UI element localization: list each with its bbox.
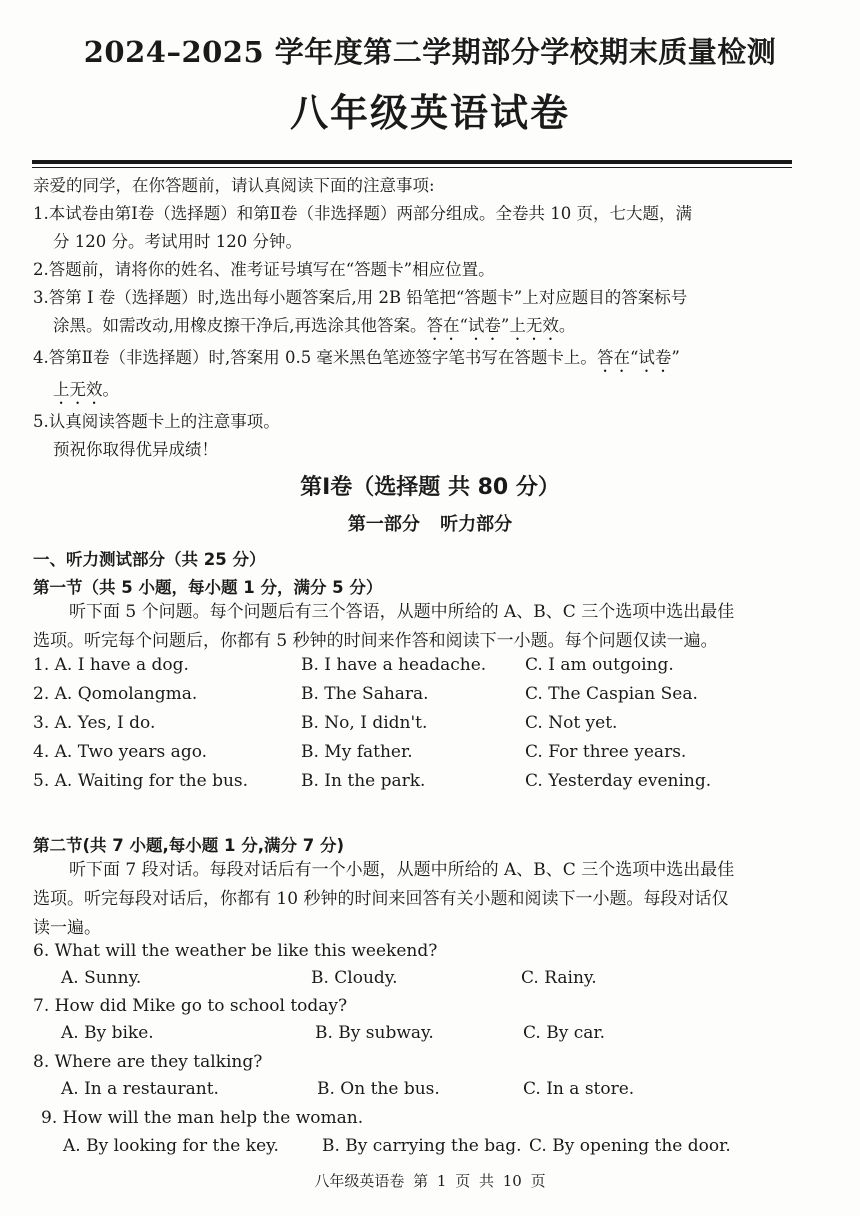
option-a: A. Sunny.: [61, 968, 142, 988]
question-3: [33, 713, 813, 741]
notice-wish: 预祝你取得优异成绩！: [53, 440, 218, 459]
exam-notice: [33, 172, 803, 464]
notice-item-1-cont: 分 120 分。考试用时 120 分钟。: [53, 232, 302, 251]
question-stem: 9. How will the man help the woman.: [41, 1108, 364, 1128]
option-b: B. My father.: [301, 742, 413, 762]
part2-instr-line-3: 读一遍。: [33, 918, 101, 938]
option-c: C. By car.: [523, 1023, 606, 1043]
option-a: 5. A. Waiting for the bus.: [33, 771, 249, 791]
question-stem: 6. What will the weather be like this weekend?: [33, 941, 438, 961]
option-b: B. Cloudy.: [311, 968, 398, 988]
option-c: C. Not yet.: [525, 713, 618, 733]
option-a: 2. A. Qomolangma.: [33, 684, 198, 704]
option-b: B. The Sahara.: [301, 684, 429, 704]
question-9-stem: [33, 1108, 813, 1136]
listening-heading: 一、听力测试部分（共 25 分）: [33, 550, 266, 569]
option-c: C. I am outgoing.: [525, 655, 674, 675]
option-b: B. On the bus.: [317, 1079, 440, 1099]
notice-intro: 亲爱的同学，在你答题前，请认真阅读下面的注意事项:: [33, 176, 435, 195]
exam-subtitle: 八年级英语试卷: [289, 90, 570, 135]
question-8-options: [33, 1079, 813, 1107]
question-6-stem: [33, 941, 813, 969]
question-2: [33, 684, 813, 712]
option-b: B. By carrying the bag.: [322, 1136, 522, 1156]
notice-item-3-cont: [33, 312, 803, 344]
question-8-stem: [33, 1052, 813, 1080]
question-stem: 7. How did Mike go to school today?: [33, 996, 348, 1016]
option-b: B. I have a headache.: [301, 655, 487, 675]
notice-item-4-text: 4.答第Ⅱ卷（非选择题）时,答案用 0.5 毫米黑色笔迹签字笔书写在答题卡上。: [33, 348, 597, 367]
question-9-options: [33, 1136, 813, 1164]
part2-instr-line-2: 选项。听完每段对话后，你都有 10 秒钟的时间来回答有关小题和阅读下一小题。每段对话仅: [33, 889, 729, 909]
part1-heading: 第一节（共 5 小题，每小题 1 分，满分 5 分）: [33, 578, 383, 597]
option-b: B. In the park.: [301, 771, 426, 791]
notice-item-2: 2.答题前，请将你的姓名、准考证号填写在“答题卡”相应位置。: [33, 260, 495, 279]
section-subtitle: 第一部分 听力部分: [347, 514, 513, 535]
option-a: A. By bike.: [61, 1023, 154, 1043]
notice-item-4: [33, 344, 803, 376]
section-title: 第Ⅰ卷（选择题 共 80 分）: [300, 475, 560, 500]
option-a: A. By looking for the key.: [63, 1136, 279, 1156]
option-c: C. For three years.: [525, 742, 687, 762]
option-a: 3. A. Yes, I do.: [33, 713, 156, 733]
notice-item-5: 5.认真阅读答题卡上的注意事项。: [33, 412, 280, 431]
part1-instr-line-2: 选项。听完每个问题后，你都有 5 秒钟的时间来作答和阅读下一小题。每个问题仅读一遍。: [33, 631, 718, 651]
notice-item-3-emphasis: 答在“试卷”上无效: [426, 316, 559, 335]
option-c: C. In a store.: [523, 1079, 635, 1099]
notice-item-3-end: 。: [558, 316, 576, 335]
part1-instructions: [33, 598, 803, 656]
part2-instructions: [33, 856, 803, 943]
question-stem: 8. Where are they talking?: [33, 1052, 263, 1072]
notice-item-1: 1.本试卷由第Ⅰ卷（选择题）和第Ⅱ卷（非选择题）两部分组成。全卷共 10 页，七大题，满: [33, 204, 692, 223]
header-divider-thick: [32, 160, 792, 164]
option-c: C. The Caspian Sea.: [525, 684, 698, 704]
question-7-stem: [33, 996, 813, 1024]
notice-item-4-cont: [33, 376, 803, 408]
part1-instr-line-1: 听下面 5 个问题。每个问题后有三个答语，从题中所给的 A、B、C 三个选项中选出最佳: [69, 602, 735, 622]
question-1: [33, 655, 813, 683]
part2-instr-line-1: 听下面 7 段对话。每段对话后有一个小题，从题中所给的 A、B、C 三个选项中选出最佳: [69, 860, 735, 880]
question-4: [33, 742, 813, 770]
option-a: 4. A. Two years ago.: [33, 742, 208, 762]
header-divider-thin: [32, 167, 792, 168]
page-footer: 八年级英语卷 第 1 页 共 10 页: [314, 1172, 546, 1190]
part2-heading: 第二节(共 7 小题,每小题 1 分,满分 7 分): [33, 836, 345, 855]
option-c: C. Rainy.: [521, 968, 597, 988]
exam-title: 2024–2025 学年度第二学期部分学校期末质量检测: [83, 35, 777, 69]
option-c: C. Yesterday evening.: [525, 771, 712, 791]
notice-item-4-end: 。: [102, 380, 119, 399]
question-6-options: [33, 968, 813, 996]
option-a: A. In a restaurant.: [61, 1079, 219, 1099]
notice-item-3-text: 涂黑。如需改动,用橡皮擦干净后,再选涂其他答案。: [53, 316, 427, 335]
question-5: [33, 771, 813, 799]
option-b: B. No, I didn't.: [301, 713, 428, 733]
option-b: B. By subway.: [315, 1023, 434, 1043]
notice-item-3: 3.答第 I 卷（选择题）时,选出每小题答案后,用 2B 铅笔把“答题卡”上对应题目的答案标号: [33, 288, 688, 307]
question-7-options: [33, 1023, 813, 1051]
notice-item-4-emphasis-cont: 上无效: [53, 380, 103, 399]
option-c: C. By opening the door.: [529, 1136, 731, 1156]
option-a: 1. A. I have a dog.: [33, 655, 189, 675]
notice-item-4-emphasis: 答在“试卷”: [596, 348, 680, 367]
